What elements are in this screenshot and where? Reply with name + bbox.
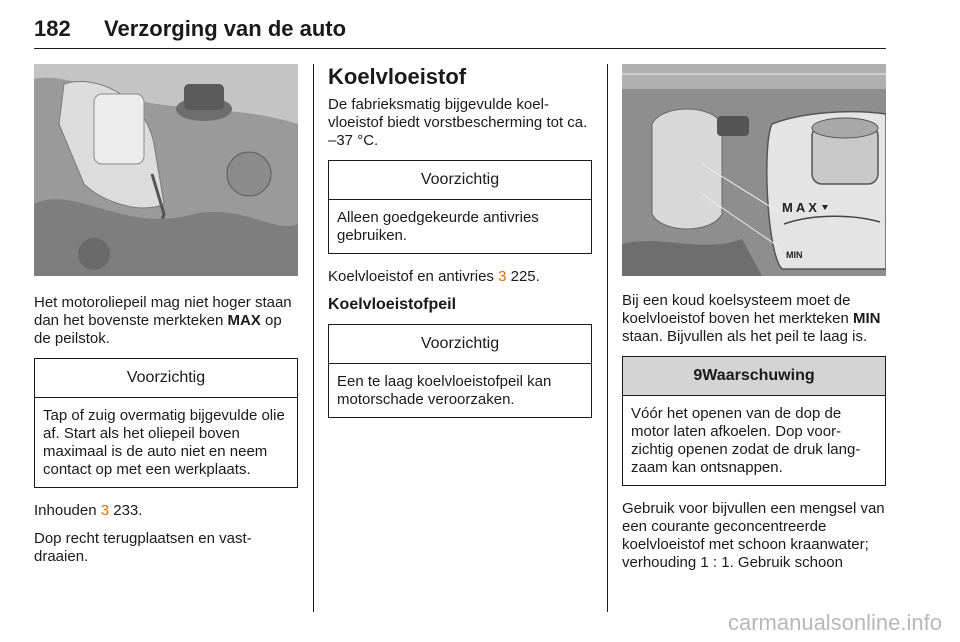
page-number: 182 (34, 16, 71, 41)
caution-title: Voorzichtig (35, 359, 297, 398)
mixing-text: Gebruik voor bijvullen een mengsel van een courante geconcentreerde koelvloeistof met schoon kraanwater; verhouding 1 : 1. Gebruik schoon (622, 500, 885, 571)
warning-box (622, 356, 886, 486)
caution-title: Voorzichtig (329, 161, 591, 200)
cap-instruction: Dop recht terugplaatsen en vast-draaien. (34, 530, 252, 565)
oil-filling-illustration (34, 64, 298, 276)
column-divider (607, 64, 608, 612)
warning-triangle-icon: 9 (693, 367, 703, 384)
warning-title: 9Waarschuwing (623, 357, 885, 396)
caution-box (34, 358, 298, 488)
coolant-intro: De fabrieksmatig bijgevulde koel-vloeistof biedt vorstbescherming tot ca. –37 °C. (328, 96, 588, 149)
contents-reference[interactable]: Inhouden 3 233. (34, 502, 143, 519)
antifreeze-reference[interactable]: Koelvloeistof en antivries 3 225. (328, 268, 540, 285)
warning-body: Vóór het openen van de dop de motor laten afkoelen. Dop voor-zichtig openen zodat de druk lang-zaam kan ontsnappen. (631, 405, 861, 476)
coolant-reservoir-illustration (622, 64, 886, 276)
watermark: carmanualsonline.info (727, 610, 942, 635)
page-title: Verzorging van de auto (104, 16, 347, 41)
caution-title: Voorzichtig (329, 325, 591, 364)
max-label: MAX (782, 200, 820, 215)
caution-box (328, 160, 592, 254)
column-oil (34, 64, 298, 576)
column-coolant-level (622, 64, 886, 582)
caution-body: Alleen goedgekeurde antivries gebruiken. (337, 209, 539, 244)
caution-body: Tap of zuig overmatig bijgevulde olie af. Start als het oliepeil boven maximaal is de auto niet en neem contact op met een werkplaats. (43, 407, 285, 478)
oil-level-text: Het motoroliepeil mag niet hoger staan dan het bovenste merkteken MAX op de peilstok. (34, 294, 292, 347)
page-reference-icon: 3 (498, 268, 507, 285)
page-reference-icon: 3 (100, 502, 110, 519)
column-coolant (328, 64, 592, 432)
caution-body: Een te laag koelvloeistofpeil kan motorschade veroorzaken. (337, 373, 552, 408)
caution-box (328, 324, 592, 418)
page-header (34, 14, 886, 49)
min-label: MIN (786, 250, 803, 260)
column-divider (313, 64, 314, 612)
subsection-heading: Koelvloeistofpeil (328, 296, 457, 313)
cold-system-text: Bij een koud koelsysteem moet de koelvloeistof boven het merkteken MIN staan. Bijvullen als het peil te laag is. (622, 292, 881, 345)
section-heading: Koelvloeistof (328, 64, 467, 89)
